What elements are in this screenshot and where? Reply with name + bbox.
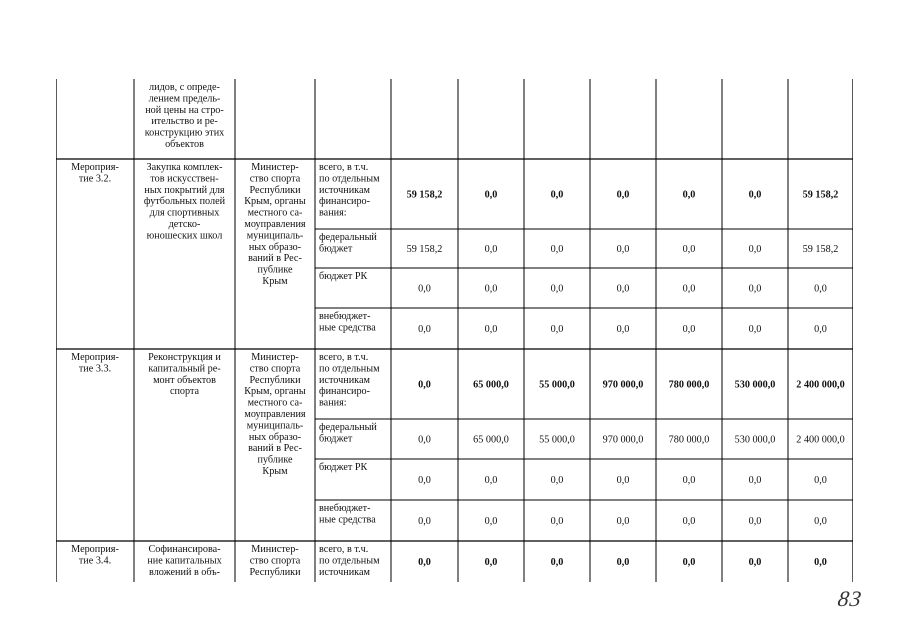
executor-text: муниципаль- bbox=[246, 230, 304, 242]
executor-text: местного са- bbox=[247, 207, 303, 219]
measure-name-text: футбольных полей bbox=[143, 196, 226, 208]
total-value-cell: 0,0 bbox=[748, 557, 762, 568]
measure-name-text: детско- bbox=[168, 219, 201, 230]
value-cell: 55 000,0 bbox=[539, 434, 575, 446]
value-cell: 59 158,2 bbox=[406, 244, 443, 255]
handwritten-page-number: 83 bbox=[836, 586, 864, 611]
value-cell: 0,0 bbox=[550, 516, 564, 527]
executor-text: публике bbox=[257, 454, 293, 466]
total-value-cell: 0,0 bbox=[550, 557, 564, 568]
measure-name-text: для спортивных bbox=[149, 207, 220, 219]
value-cell: 0,0 bbox=[748, 244, 762, 255]
value-cell: 0,0 bbox=[748, 324, 762, 335]
value-cell: 0,0 bbox=[748, 283, 762, 295]
funding-source-label: вания: bbox=[319, 397, 347, 409]
value-cell: 0,0 bbox=[550, 324, 564, 335]
measure-code-text: тие 3.2. bbox=[78, 173, 112, 185]
value-cell: 780 000,0 bbox=[668, 434, 710, 446]
executor-text: Республики bbox=[249, 184, 301, 196]
executor-text: муниципаль- bbox=[246, 420, 304, 432]
funding-source-label: источникам bbox=[319, 184, 370, 196]
funding-source-label: бюджет bbox=[319, 243, 353, 255]
value-cell: 0,0 bbox=[418, 475, 431, 486]
value-cell: 0,0 bbox=[682, 244, 696, 255]
value-cell: 0,0 bbox=[418, 434, 431, 446]
executor-text: Крым, органы bbox=[244, 386, 306, 398]
value-cell: 0,0 bbox=[748, 516, 762, 527]
value-cell: 0,0 bbox=[814, 475, 827, 486]
value-cell: 0,0 bbox=[484, 475, 498, 486]
measure-code-text: тие 3.3. bbox=[78, 363, 112, 375]
executor-text: Республики bbox=[249, 566, 301, 578]
total-value-cell: 970 000,0 bbox=[602, 379, 644, 391]
executor-text: моуправления bbox=[244, 409, 306, 420]
value-cell: 0,0 bbox=[418, 324, 431, 335]
funding-source-label: вания: bbox=[319, 207, 347, 219]
executor-text: Министер- bbox=[251, 352, 299, 363]
measure-name-text: Закупка комплек- bbox=[146, 162, 223, 173]
value-cell: 0,0 bbox=[418, 283, 431, 295]
measure-name-text: монт объектов bbox=[153, 374, 216, 386]
value-cell: 0,0 bbox=[418, 516, 431, 527]
measure-code-text: Мероприя- bbox=[71, 162, 119, 173]
funding-source-label: ные средства bbox=[319, 514, 376, 526]
executor-text: ваний в Рес- bbox=[248, 443, 302, 455]
total-value-cell: 59 158,2 bbox=[406, 189, 443, 201]
budget-table-grid bbox=[56, 79, 853, 582]
value-cell: 0,0 bbox=[814, 283, 827, 295]
measure-name-text: Софинансирова- bbox=[148, 544, 221, 555]
value-cell: 0,0 bbox=[748, 475, 762, 486]
funding-source-label: внебюджет- bbox=[319, 311, 371, 322]
value-cell: 0,0 bbox=[814, 324, 827, 335]
total-value-cell: 55 000,0 bbox=[539, 379, 575, 391]
executor-text: Крым bbox=[262, 276, 288, 287]
funding-source-label: бюджет bbox=[319, 433, 353, 445]
value-cell: 0,0 bbox=[682, 324, 696, 335]
total-value-cell: 530 000,0 bbox=[734, 379, 776, 391]
funding-source-label: финансиро- bbox=[319, 386, 371, 398]
total-value-cell: 0,0 bbox=[484, 189, 498, 201]
funding-source-label: финансиро- bbox=[319, 196, 371, 208]
value-cell: 0,0 bbox=[484, 244, 498, 255]
funding-source-label: всего, в т.ч. bbox=[319, 352, 369, 363]
value-cell: 0,0 bbox=[682, 516, 696, 527]
value-cell: 0,0 bbox=[550, 475, 564, 486]
total-value-cell: 780 000,0 bbox=[668, 379, 710, 391]
continued-name-text: ной цены на стро- bbox=[145, 104, 224, 116]
executor-text: моуправления bbox=[244, 219, 306, 230]
measure-name-text: спорта bbox=[169, 386, 200, 398]
total-value-cell: 0,0 bbox=[484, 557, 498, 568]
value-cell: 0,0 bbox=[616, 324, 630, 335]
executor-text: Министер- bbox=[251, 162, 299, 173]
value-cell: 970 000,0 bbox=[602, 434, 644, 446]
value-cell: 0,0 bbox=[550, 283, 564, 295]
executor-text: ных образо- bbox=[248, 431, 302, 443]
value-cell: 0,0 bbox=[484, 283, 498, 295]
funding-source-label: всего, в т.ч. bbox=[319, 162, 369, 173]
total-value-cell: 0,0 bbox=[682, 557, 696, 568]
value-cell: 0,0 bbox=[616, 283, 630, 295]
executor-text: Республики bbox=[249, 374, 301, 386]
value-cell: 0,0 bbox=[616, 244, 630, 255]
value-cell: 530 000,0 bbox=[734, 434, 776, 446]
value-cell: 0,0 bbox=[616, 475, 630, 486]
value-cell: 0,0 bbox=[814, 516, 827, 527]
value-cell: 0,0 bbox=[616, 516, 630, 527]
measure-name-text: ных покрытий для bbox=[144, 184, 225, 196]
measure-name-text: Реконструкция и bbox=[148, 352, 221, 363]
total-value-cell: 0,0 bbox=[550, 189, 564, 201]
value-cell: 0,0 bbox=[682, 283, 696, 295]
measure-name-text: тов искусствен- bbox=[150, 173, 219, 185]
executor-text: ных образо- bbox=[248, 241, 302, 253]
funding-source-label: ные средства bbox=[319, 322, 376, 334]
executor-text: ство спорта bbox=[249, 363, 301, 375]
value-cell: 0,0 bbox=[484, 324, 498, 335]
funding-source-label: источникам bbox=[319, 374, 370, 386]
value-cell: 2 400 000,0 bbox=[796, 434, 845, 446]
value-cell: 59 158,2 bbox=[802, 244, 839, 255]
continued-name-text: лидов, с опреде- bbox=[149, 82, 220, 93]
continued-name-text: объектов bbox=[165, 139, 204, 150]
funding-source-label: бюджет РК bbox=[319, 271, 368, 282]
measure-name-text: вложений в объ- bbox=[149, 566, 220, 578]
value-cell: 0,0 bbox=[682, 475, 696, 486]
funding-source-label: внебюджет- bbox=[319, 503, 371, 514]
continued-name-text: конструкцию этих bbox=[144, 127, 225, 139]
executor-text: публике bbox=[257, 264, 293, 276]
continued-name-text: лением предель- bbox=[148, 93, 221, 105]
measure-name-text: капитальный ре- bbox=[148, 363, 221, 375]
funding-source-label: источникам bbox=[319, 566, 370, 578]
total-value-cell: 0,0 bbox=[418, 379, 431, 391]
budget-table bbox=[56, 79, 853, 582]
total-value-cell: 0,0 bbox=[616, 189, 630, 201]
measure-code-text: Мероприя- bbox=[71, 544, 119, 555]
funding-source-label: всего, в т.ч. bbox=[319, 544, 369, 555]
continued-name-text: ительство и ре- bbox=[151, 116, 218, 128]
executor-text: местного са- bbox=[247, 397, 303, 409]
executor-text: ство спорта bbox=[249, 555, 301, 567]
total-value-cell: 0,0 bbox=[682, 189, 696, 201]
executor-text: ваний в Рес- bbox=[248, 253, 302, 265]
measure-name-text: ние капитальных bbox=[147, 555, 222, 567]
total-value-cell: 65 000,0 bbox=[473, 379, 509, 391]
total-value-cell: 0,0 bbox=[814, 557, 827, 568]
total-value-cell: 2 400 000,0 bbox=[796, 379, 845, 391]
value-cell: 0,0 bbox=[484, 516, 498, 527]
executor-text: Министер- bbox=[251, 544, 299, 555]
measure-code-text: Мероприя- bbox=[71, 352, 119, 363]
executor-text: ство спорта bbox=[249, 173, 301, 185]
total-value-cell: 0,0 bbox=[418, 557, 431, 568]
funding-source-label: федеральный bbox=[319, 422, 377, 433]
executor-text: Крым bbox=[262, 466, 288, 477]
funding-source-label: по отдельным bbox=[319, 555, 380, 567]
total-value-cell: 59 158,2 bbox=[802, 189, 839, 201]
funding-source-label: по отдельным bbox=[319, 363, 380, 375]
total-value-cell: 0,0 bbox=[748, 189, 762, 201]
measure-code-text: тие 3.4. bbox=[78, 555, 112, 567]
funding-source-label: федеральный bbox=[319, 232, 377, 243]
total-value-cell: 0,0 bbox=[616, 557, 630, 568]
value-cell: 0,0 bbox=[550, 244, 564, 255]
value-cell: 65 000,0 bbox=[473, 434, 509, 446]
funding-source-label: по отдельным bbox=[319, 173, 380, 185]
funding-source-label: бюджет РК bbox=[319, 462, 368, 473]
measure-name-text: юношеских школ bbox=[146, 230, 223, 242]
executor-text: Крым, органы bbox=[244, 196, 306, 208]
